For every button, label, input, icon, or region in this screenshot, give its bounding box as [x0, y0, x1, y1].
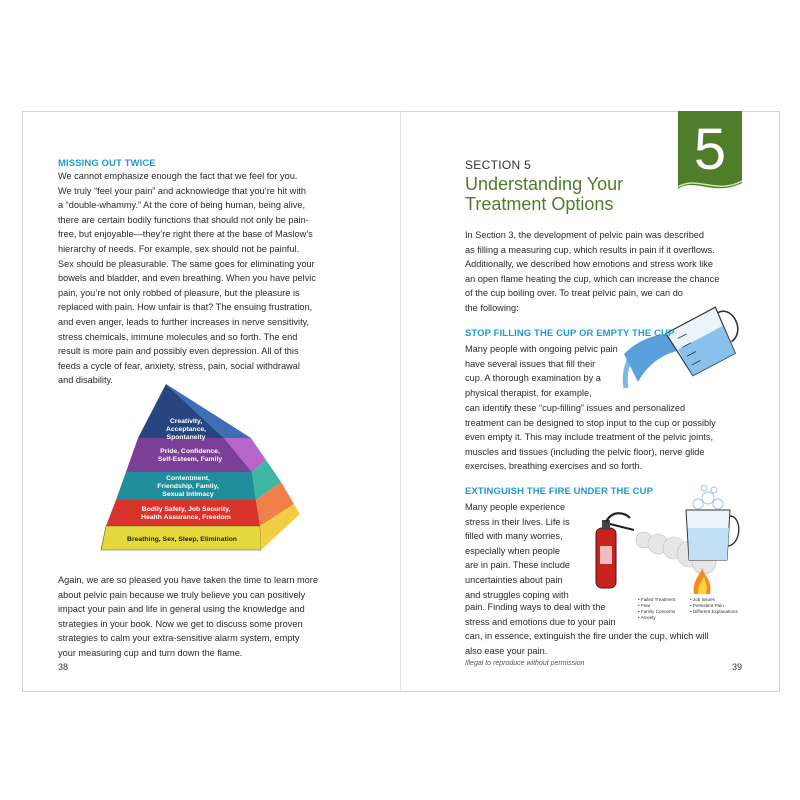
page-number-left: 38 [58, 662, 69, 672]
text-line: strategies in your book. Now we get to discuss some proven [58, 618, 303, 629]
text-line: and disability. [58, 375, 113, 386]
section-label: SECTION 5 [465, 158, 532, 172]
text-line: Many people experience [465, 502, 566, 512]
text-line: about pelvic pain because we truly believe you can positively [58, 589, 306, 600]
text-line: also ease your pain. [465, 645, 548, 656]
text-line: exercises, breathing exercises and so forth. [465, 461, 643, 472]
text-line: We truly “feel your pain” and acknowledge that you’re hit with [58, 185, 307, 196]
text-line: the following: [465, 302, 519, 313]
text-line: bowels and bladder, and even breathing. When you have pelvic [58, 273, 316, 284]
text-line: and even anger, leads to further increases in nerve sensitivity, [58, 316, 310, 327]
left-closing-paragraph [58, 573, 346, 661]
heading-extinguish-fire: EXTINGUISH THE FIRE UNDER THE CUP [465, 486, 654, 497]
text-line: Again, we are so pleased you have taken the time to learn more [58, 575, 318, 585]
text-line: physical therapist, for example, [465, 387, 592, 398]
text-line: impact your pain and life in general using the knowledge and [58, 604, 305, 615]
text-line: cup. A thorough examination by a [465, 373, 601, 384]
legend-left [638, 597, 675, 621]
text-line: result is more pain and possibly even depression. All of this [58, 346, 299, 357]
page-number-right: 39 [732, 662, 743, 672]
legend-item: • Fear [638, 603, 651, 608]
text-line: pain. Finding ways to deal with the [465, 602, 606, 612]
pyramid-tier-4-front [106, 500, 260, 526]
pyramid-tier-3-label: Contentment, Friendship, Family, Sexual Intimacy [157, 475, 219, 498]
text-line: have several issues that fill their [465, 358, 596, 369]
title-line: Understanding Your [465, 174, 624, 194]
paragraph-cup-wide [465, 401, 747, 474]
legend-item: • Persistent Pain [690, 603, 724, 608]
text-line: feeds a cycle of fear, anxiety, stress, pain, social withdrawal [58, 360, 300, 371]
fire-extinguisher-icon [596, 513, 634, 588]
pyramid-tier-2-label: Pride, Confidence, Self-Esteem, Family [157, 448, 223, 463]
text-line: even empty it. This may include treatment of the pelvic joints, [465, 432, 714, 443]
page-spine [400, 111, 401, 690]
boiling-cup-icon [686, 485, 739, 560]
text-line: filled with many worries, [465, 531, 563, 542]
text-line: replaced with pain. How unfair is that? The ensuing frustration, [58, 302, 313, 313]
extinguisher-illustration [594, 484, 746, 596]
text-line: especially when people [465, 545, 561, 556]
text-line: there are certain bodily functions that should not only be pain- [58, 214, 309, 225]
text-line: are in pain. These include [465, 560, 571, 571]
text-line: of the cup boiling over. To treat pelvic pain, we can do [465, 288, 683, 299]
left-paragraph [58, 169, 346, 388]
pyramid-tier-1-label: Creativity, Acceptance, Spontaneity [165, 418, 207, 441]
paragraph-fire-wide [465, 629, 747, 658]
text-line: uncertainties about pain [465, 574, 563, 585]
text-line: an open flame heating the cup, which can increase the chance [465, 273, 720, 284]
heading-missing-out-twice: MISSING OUT TWICE [58, 158, 156, 169]
footer-note: Illegal to reproduce without permission [465, 660, 585, 667]
text-line: muscles and tissues (including the pelvic floor), nerve glide [465, 446, 705, 457]
legend-item: • Anxiety [638, 615, 656, 620]
text-line: We cannot emphasize enough the fact that we feel for you. [58, 171, 298, 181]
pyramid-tier-5-label: Breathing, Sex, Sleep, Elimination [127, 536, 237, 543]
pyramid-tier-4-label: Bodily Safety, Job Security, Health Assurance, Freedom [141, 506, 231, 521]
text-line: and struggles coping with [465, 589, 569, 600]
left-text-column [58, 158, 346, 388]
section-title [465, 174, 665, 214]
text-line: can, in essence, extinguish the fire under the cup, which will [465, 631, 709, 641]
text-line: a “double-whammy.” At the core of being human, being alive, [58, 200, 306, 211]
text-line: stress in their lives. Life is [465, 516, 570, 527]
legend-item: • Failed Treatment [638, 597, 676, 602]
maslow-pyramid [96, 380, 306, 552]
text-line: Sex should be pleasurable. The same goes for eliminating your [58, 258, 315, 269]
text-line: as filling a measuring cup, which results in pain if it overflows. [465, 244, 715, 255]
text-line: In Section 3, the development of pelvic pain was described [465, 230, 705, 240]
measuring-cup-illustration [620, 298, 750, 394]
section-tab [678, 111, 742, 197]
paragraph-cup-narrow [465, 342, 625, 400]
tab-wave-decoration [678, 171, 742, 197]
legend-right [690, 597, 738, 615]
text-line: stress chemicals, immune molecules and so forth. The end [58, 331, 298, 342]
water-stream [625, 358, 630, 388]
heading-stop-filling-cup: STOP FILLING THE CUP OR EMPTY THE CUP [465, 328, 675, 339]
text-line: Many people with ongoing pelvic pain [465, 344, 618, 354]
legend-item: • Family Concerns [638, 609, 676, 614]
text-line: hierarchy of needs. For example, sex should not be painful. [58, 243, 300, 254]
paragraph-fire-mid [465, 600, 645, 629]
text-line: strategies to calm your extra-sensitive alarm system, empty [58, 633, 300, 644]
text-line: treatment can be designed to stop input to the cup or possibly [465, 417, 716, 428]
text-line: pain, you’re not only robbed of pleasure, but the pleasure is [58, 287, 300, 298]
legend-item: • Different Explanations [690, 609, 738, 614]
text-line: your measuring cup and turn down the flame. [58, 647, 243, 658]
legend-item: • Job Issues [690, 597, 715, 602]
text-line: Additionally, we described how emotions and stress work like [465, 259, 714, 270]
text-line: free, but enjoyable—they’re right there at the base of Maslow’s [58, 229, 313, 240]
section-tab-number: 5 [693, 117, 727, 182]
title-line: Treatment Options [465, 194, 614, 214]
text-line: stress and emotions due to your pain [465, 616, 616, 627]
text-line: can identify these “cup-filling” issues and personalized [465, 403, 686, 413]
